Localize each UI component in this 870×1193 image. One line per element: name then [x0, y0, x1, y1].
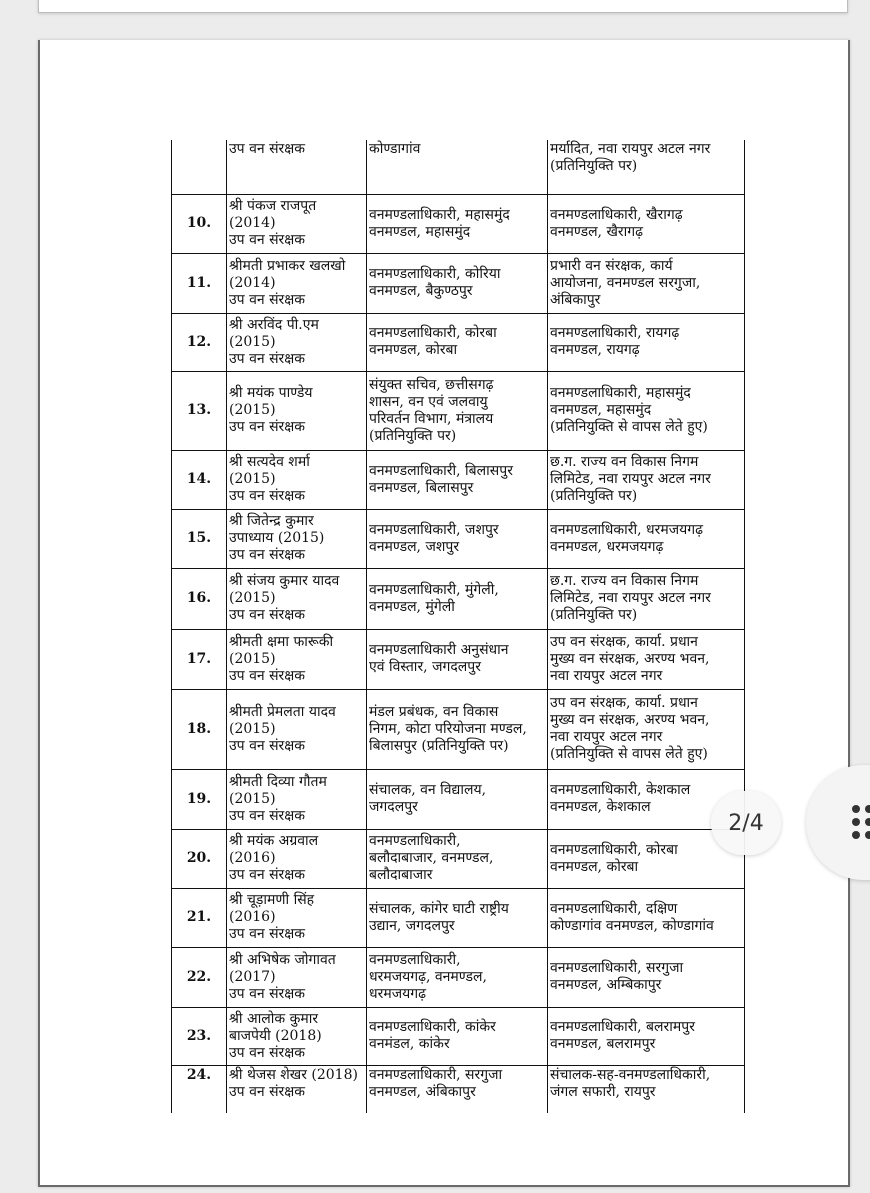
officer-name-cell-text: श्री मयंक अग्रवाल (2016) उप वन संरक्षक: [229, 833, 319, 883]
current-posting-cell-text: वनमण्डलाधिकारी, धरमजयगढ़, वनमण्डल, धरमजयगढ़: [369, 951, 487, 1002]
current-posting-cell: [367, 689, 548, 769]
officer-name-cell-text: श्री थेजस शेखर (2018) उप वन संरक्षक: [229, 1066, 358, 1100]
current-posting-cell: [367, 450, 548, 509]
current-posting-cell: [367, 629, 548, 689]
new-posting-cell-text: वनमण्डलाधिकारी, केशकाल वनमण्डल, केशकाल: [550, 782, 691, 815]
current-posting-cell: [367, 769, 548, 829]
new-posting-cell: [548, 371, 745, 450]
new-posting-cell-text: वनमण्डलाधिकारी, बलरामपुर वनमण्डल, बलरामपुर: [550, 1019, 695, 1052]
new-posting-cell-text: वनमण्डलाधिकारी, खैरागढ़ वनमण्डल, खैरागढ़: [550, 206, 683, 240]
serial-number-cell: [172, 371, 227, 450]
officer-name-cell-text: श्री संजय कुमार यादव (2015) उप वन संरक्षक: [229, 573, 340, 623]
serial-number-cell: [172, 888, 227, 947]
new-posting-cell: [548, 629, 745, 689]
current-posting-cell-text: वनमण्डलाधिकारी, कोरिया वनमण्डल, बैकुण्ठपुर: [369, 266, 501, 299]
officer-name-cell: [227, 253, 367, 313]
table-row: [172, 947, 745, 1007]
table-row: [172, 629, 745, 689]
previous-page-edge: [38, 0, 848, 13]
table-row: [172, 140, 745, 194]
new-posting-cell-text: छ.ग. राज्य वन विकास निगम लिमिटेड, नवा रायपुर अटल नगर (प्रतिनियुक्ति पर): [550, 454, 711, 504]
serial-number-cell-text: 16.: [186, 590, 212, 606]
serial-number-cell-text: 12.: [186, 333, 212, 350]
serial-number-cell-text: 20.: [186, 850, 212, 866]
new-posting-cell-text: वनमण्डलाधिकारी, कोरबा वनमण्डल, कोरबा: [550, 841, 678, 875]
serial-number-cell: [172, 829, 227, 888]
new-posting-cell-text: वनमण्डलाधिकारी, रायगढ़ वनमण्डल, रायगढ़: [550, 325, 680, 358]
table-row: [172, 371, 745, 450]
serial-number-cell: [172, 509, 227, 568]
officer-name-cell-text: श्रीमती प्रेमलता यादव (2015) उप वन संरक्षक: [229, 703, 336, 754]
serial-number-cell-text: 11.: [186, 274, 212, 291]
officer-name-cell-text: श्रीमती प्रभाकर खलखो (2014) उप वन संरक्षक: [229, 257, 346, 308]
current-posting-cell-text: वनमण्डलाधिकारी अनुसंधान एवं विस्तार, जगदलपुर: [369, 642, 509, 675]
new-posting-cell-text: वनमण्डलाधिकारी, महासमुंद वनमण्डल, महासमुंद (प्रतिनियुक्ति से वापस लेते हुए): [550, 385, 708, 435]
grid-dots-icon: [852, 805, 870, 841]
officer-name-cell: [227, 1007, 367, 1065]
officer-name-cell-text: श्री पंकज राजपूत (2014) उप वन संरक्षक: [229, 198, 317, 248]
officer-name-cell-text: श्री चूड़ामणी सिंह (2016) उप वन संरक्षक: [229, 892, 315, 942]
new-posting-cell-text: छ.ग. राज्य वन विकास निगम लिमिटेड, नवा रायपुर अटल नगर (प्रतिनियुक्ति पर): [550, 573, 711, 623]
current-posting-cell-text: वनमण्डलाधिकारी, कोरबा वनमण्डल, कोरबा: [369, 325, 497, 358]
posting-table: [171, 140, 745, 1113]
new-posting-cell: [548, 568, 745, 629]
new-posting-cell-text: मर्यादित, नवा रायपुर अटल नगर (प्रतिनियुक्ति पर): [550, 141, 711, 174]
officer-name-cell: [227, 509, 367, 568]
current-posting-cell: [367, 947, 548, 1007]
officer-name-cell-text: श्रीमती क्षमा फारूकी (2015) उप वन संरक्षक: [229, 633, 334, 684]
serial-number-cell: [172, 1007, 227, 1065]
table-row: [172, 568, 745, 629]
table-row: [172, 689, 745, 769]
new-posting-cell-text: वनमण्डलाधिकारी, धरमजयगढ़ वनमण्डल, धरमजयगढ़: [550, 521, 704, 555]
serial-number-cell-text: 17.: [186, 650, 212, 667]
new-posting-cell-text: प्रभारी वन संरक्षक, कार्य आयोजना, वनमण्डल सरगुजा, अंबिकापुर: [550, 257, 701, 308]
serial-number-cell: [172, 689, 227, 769]
serial-number-cell-text: 19.: [186, 790, 212, 807]
current-posting-cell: [367, 313, 548, 371]
table-row: [172, 888, 745, 947]
posting-table-body: [172, 140, 745, 1113]
officer-name-cell-text: श्री जितेन्द्र कुमार उपाध्याय (2015) उप वन संरक्षक: [229, 513, 325, 563]
current-posting-cell: [367, 1007, 548, 1065]
serial-number-cell: [172, 947, 227, 1007]
current-posting-cell-text: वनमण्डलाधिकारी, बलौदाबाजार, वनमण्डल, बलौदाबाजार: [369, 833, 494, 883]
table-row: [172, 313, 745, 371]
current-posting-cell-text: वनमण्डलाधिकारी, मुंगेली, वनमण्डल, मुंगेली: [369, 581, 499, 615]
serial-number-cell: [172, 253, 227, 313]
current-posting-cell-text: संयुक्त सचिव, छत्तीसगढ़ शासन, वन एवं जलवायु परिवर्तन विभाग, मंत्रालय (प्रतिनियुक्ति पर): [369, 376, 494, 444]
new-posting-cell: [548, 194, 745, 253]
current-posting-cell: [367, 888, 548, 947]
current-posting-cell-text: वनमण्डलाधिकारी, बिलासपुर वनमण्डल, बिलासपुर: [369, 462, 513, 496]
current-posting-cell: [367, 253, 548, 313]
officer-name-cell-text: श्री सत्यदेव शर्मा (2015) उप वन संरक्षक: [229, 454, 310, 504]
serial-number-cell: [172, 629, 227, 689]
serial-number-cell-text: 23.: [186, 1027, 212, 1044]
current-posting-cell: [367, 568, 548, 629]
new-posting-cell: [548, 140, 745, 194]
table-row: [172, 450, 745, 509]
officer-name-cell: [227, 140, 367, 194]
current-posting-cell: [367, 509, 548, 568]
serial-number-cell: [172, 769, 227, 829]
serial-number-cell: [172, 1065, 227, 1113]
serial-number-cell: [172, 450, 227, 509]
current-posting-cell: [367, 140, 548, 194]
serial-number-cell-text: 10.: [186, 215, 212, 231]
officer-name-cell: [227, 629, 367, 689]
officer-name-cell: [227, 313, 367, 371]
document-page: [38, 40, 850, 1187]
officer-name-cell-text: श्री अभिषेक जोगावत (2017) उप वन संरक्षक: [229, 951, 336, 1002]
new-posting-cell-text: उप वन संरक्षक, कार्या. प्रधान मुख्य वन संरक्षक, अरण्य भवन, नवा रायपुर अटल नगर (प्रतिनियुक्ति से वापस लेते हुए): [550, 695, 710, 762]
officer-name-cell: [227, 568, 367, 629]
new-posting-cell: [548, 509, 745, 568]
new-posting-cell: [548, 450, 745, 509]
new-posting-cell: [548, 1007, 745, 1065]
new-posting-cell: [548, 1065, 745, 1113]
current-posting-cell: [367, 1065, 548, 1113]
table-row: [172, 1065, 745, 1113]
page-indicator-label: 2/4: [728, 810, 764, 836]
officer-name-cell: [227, 371, 367, 450]
serial-number-cell: [172, 140, 227, 194]
new-posting-cell-text: वनमण्डलाधिकारी, सरगुजा वनमण्डल, अम्बिकापुर: [550, 960, 684, 993]
table-row: [172, 769, 745, 829]
new-posting-cell: [548, 689, 745, 769]
current-posting-cell: [367, 194, 548, 253]
page-indicator: [711, 791, 781, 855]
table-row: [172, 253, 745, 313]
officer-name-cell: [227, 947, 367, 1007]
officer-name-cell: [227, 829, 367, 888]
officer-name-cell-text: श्रीमती दिव्या गौतम (2015) उप वन संरक्षक: [229, 773, 327, 824]
current-posting-cell-text: वनमण्डलाधिकारी, महासमुंद वनमण्डल, महासमुंद: [369, 206, 510, 240]
current-posting-cell-text: वनमण्डलाधिकारी, जशपुर वनमण्डल, जशपुर: [369, 521, 499, 555]
officer-name-cell: [227, 888, 367, 947]
officer-name-cell-text: श्री आलोक कुमार बाजपेयी (2018) उप वन संरक्षक: [229, 1010, 322, 1061]
new-posting-cell-text: संचालक-सह-वनमण्डलाधिकारी, जंगल सफारी, रायपुर: [550, 1066, 711, 1100]
new-posting-cell: [548, 888, 745, 947]
serial-number-cell: [172, 568, 227, 629]
officer-name-cell: [227, 450, 367, 509]
current-posting-cell-text: संचालक, कांगेर घाटी राष्ट्रीय उद्यान, जगदलपुर: [369, 900, 509, 934]
serial-number-cell-text: 13.: [186, 402, 212, 418]
table-row: [172, 829, 745, 888]
current-posting-cell-text: मंडल प्रबंधक, वन विकास निगम, कोटा परियोजना मण्डल, बिलासपुर (प्रतिनियुक्ति पर): [369, 703, 527, 754]
current-posting-cell-text: संचालक, वन विद्यालय, जगदलपुर: [369, 782, 487, 815]
serial-number-cell: [172, 313, 227, 371]
serial-number-cell-text: 21.: [186, 909, 212, 925]
officer-name-cell-text: उप वन संरक्षक: [229, 141, 306, 157]
current-posting-cell-text: कोण्डागांव: [369, 141, 421, 157]
new-posting-cell-text: उप वन संरक्षक, कार्या. प्रधान मुख्य वन संरक्षक, अरण्य भवन, नवा रायपुर अटल नगर: [550, 633, 710, 684]
new-posting-cell: [548, 947, 745, 1007]
officer-name-cell: [227, 689, 367, 769]
new-posting-cell: [548, 253, 745, 313]
current-posting-cell: [367, 829, 548, 888]
officer-name-cell: [227, 1065, 367, 1113]
officer-name-cell: [227, 769, 367, 829]
table-row: [172, 194, 745, 253]
current-posting-cell-text: वनमण्डलाधिकारी, सरगुजा वनमण्डल, अंबिकापुर: [369, 1066, 503, 1100]
officer-name-cell-text: श्री मयंक पाण्डेय (2015) उप वन संरक्षक: [229, 385, 313, 435]
officer-name-cell: [227, 194, 367, 253]
new-posting-cell: [548, 313, 745, 371]
serial-number-cell-text: 14.: [186, 471, 212, 487]
serial-number-cell: [172, 194, 227, 253]
serial-number-cell-text: 18.: [186, 720, 212, 737]
serial-number-cell-text: 22.: [186, 968, 212, 985]
officer-name-cell-text: श्री अरविंद पी.एम (2015) उप वन संरक्षक: [229, 316, 319, 367]
new-posting-cell-text: वनमण्डलाधिकारी, दक्षिण कोण्डागांव वनमण्डल, कोण्डागांव: [550, 900, 714, 934]
serial-number-cell-text: 15.: [186, 530, 212, 546]
current-posting-cell: [367, 371, 548, 450]
table-row: [172, 1007, 745, 1065]
table-row: [172, 509, 745, 568]
current-posting-cell-text: वनमण्डलाधिकारी, कांकेर वनमंडल, कांकेर: [369, 1019, 496, 1052]
serial-number-cell-text: 24.: [186, 1066, 212, 1083]
